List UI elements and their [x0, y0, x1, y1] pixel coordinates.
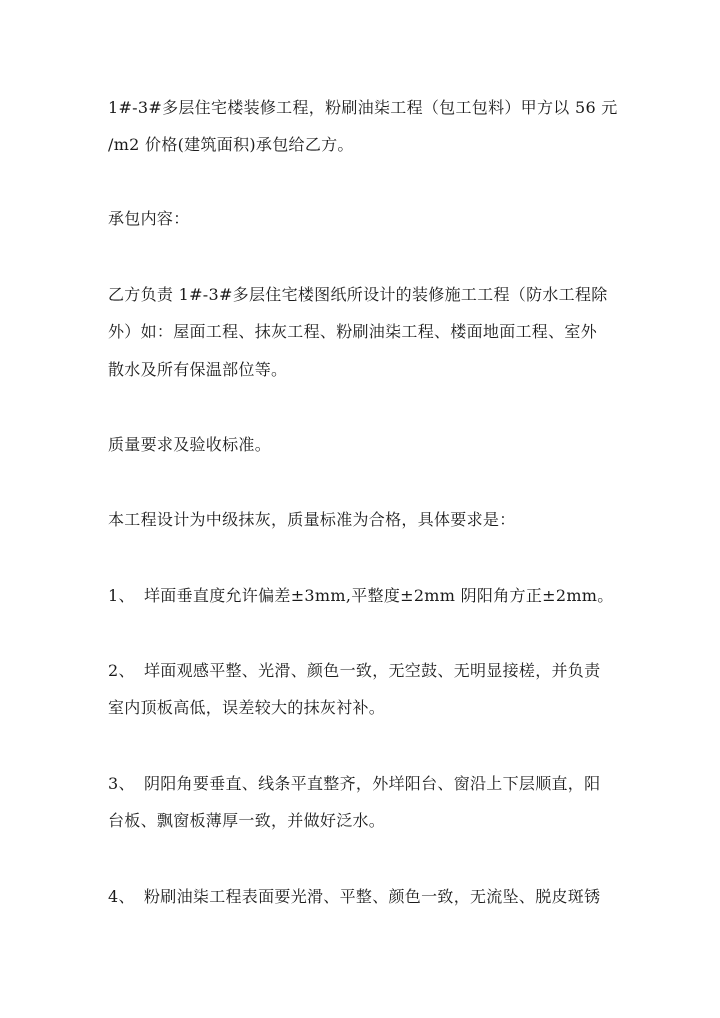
paragraph-3-line-3: 散水及所有保温部位等。: [108, 360, 288, 379]
list-item-number: 3、: [108, 774, 135, 793]
list-item-3-line-2: 台板、飘窗板薄厚一致，并做好泛水。: [108, 811, 386, 830]
list-item-4: [108, 887, 600, 907]
paragraph-1-line-1: 1#-3#多层住宅楼装修工程，粉刷油柒工程（包工包料）甲方以 56 元: [108, 98, 618, 117]
list-item-text: 垟面观感平整、光滑、颜色一致，无空鼓、无明显接槎，并负责: [144, 661, 601, 680]
list-item-2: [108, 661, 600, 681]
paragraph-5-line-1: 本工程设计为中级抹灰，质量标准为合格，具体要求是：: [108, 510, 516, 529]
list-item-number: 1、: [108, 586, 135, 605]
list-item-text: 垟面垂直度允许偏差±3mm,平整度±2mm 阴阳角方正±2mm。: [144, 586, 614, 605]
list-item-3: [108, 774, 600, 794]
paragraph-3-line-1: 乙方负责 1#-3#多层住宅楼图纸所设计的装修施工工程（防水工程除: [108, 285, 608, 304]
section-heading-quality: 质量要求及验收标准。: [108, 435, 272, 454]
list-item-1: [108, 586, 614, 606]
list-item-text: 粉刷油柒工程表面要光滑、平整、颜色一致，无流坠、脱皮斑锈: [144, 887, 601, 906]
list-item-number: 4、: [108, 887, 135, 906]
list-item-number: 2、: [108, 661, 135, 680]
section-heading-contract-content: 承包内容：: [108, 209, 190, 228]
list-item-2-line-2: 室内顶板高低，误差较大的抹灰衬补。: [108, 698, 386, 717]
list-item-text: 阴阳角要垂直、线条平直整齐，外垟阳台、窗沿上下层顺直，阳: [144, 774, 601, 793]
paragraph-1-line-2: /m2 价格(建筑面积)承包给乙方。: [108, 135, 354, 154]
paragraph-3-line-2: 外）如：屋面工程、抹灰工程、粉刷油柒工程、楼面地面工程、室外: [108, 322, 598, 341]
